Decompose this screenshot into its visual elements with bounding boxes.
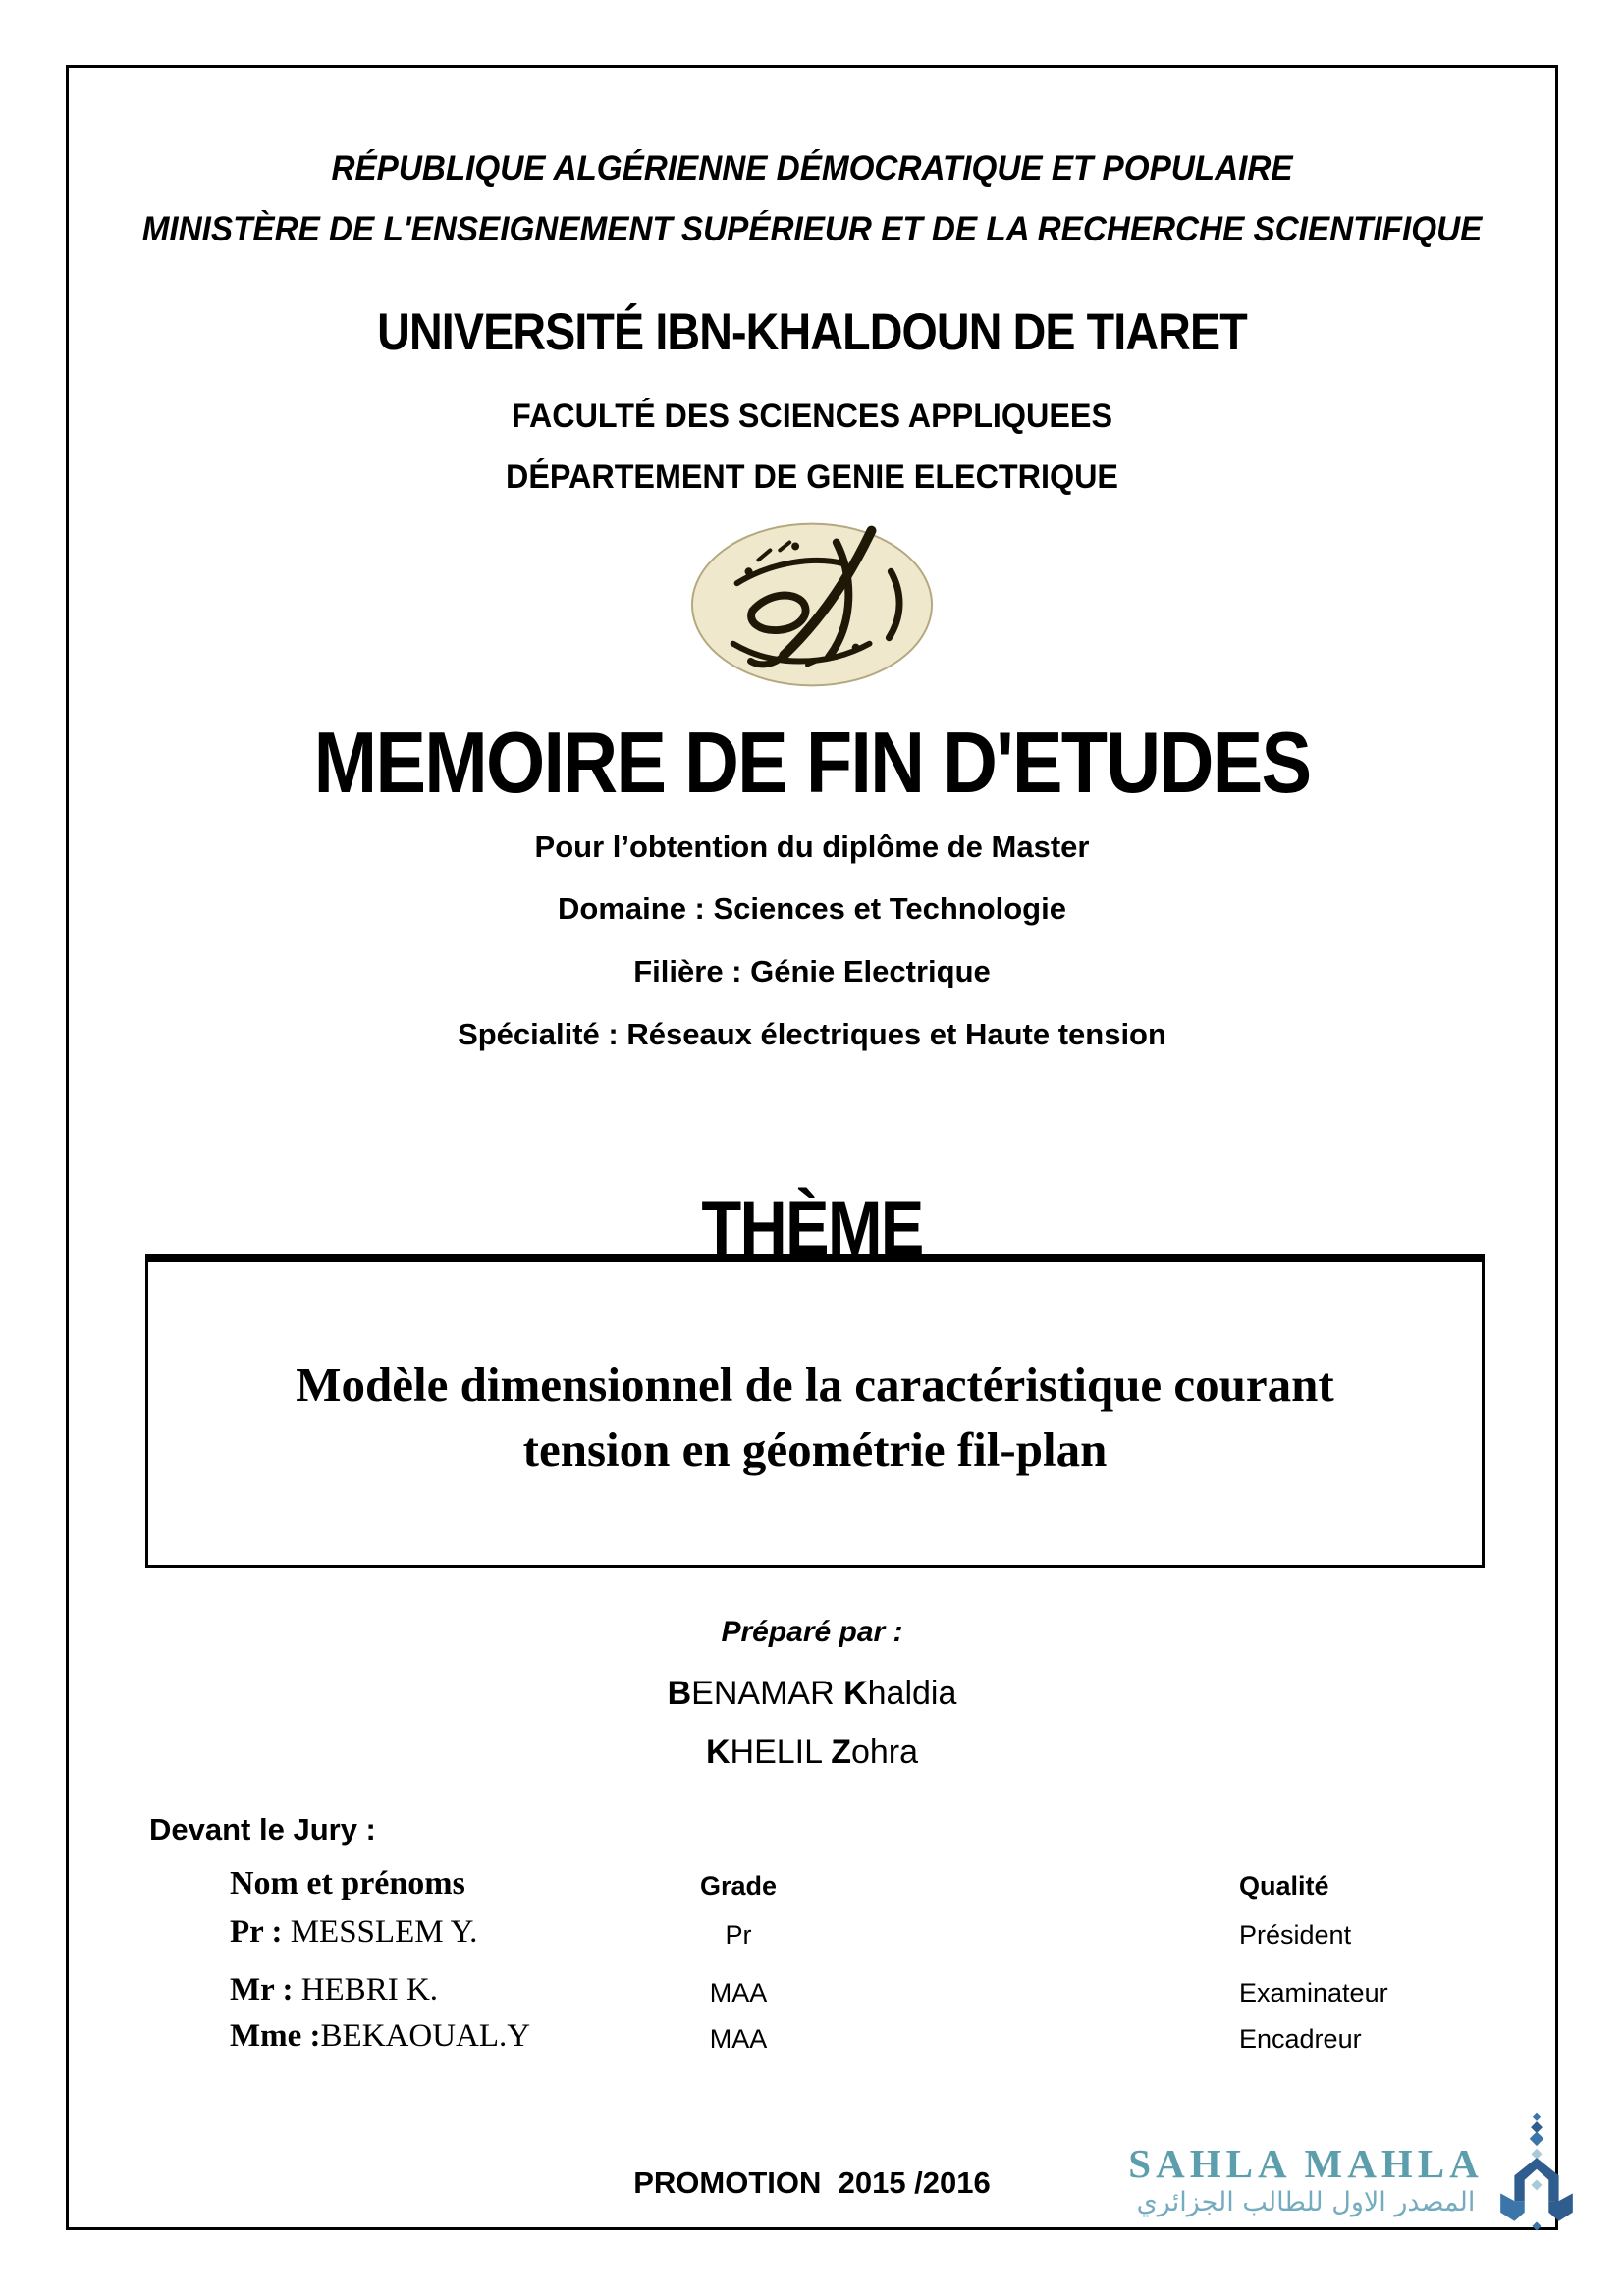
author-2: [0, 1734, 1624, 1772]
diploma-subtitle: Pour l’obtention du diplôme de Master: [534, 829, 1090, 864]
author-1-initial-2: K: [843, 1675, 868, 1712]
jury-row-2-name: [230, 1972, 642, 2008]
main-title: MEMOIRE DE FIN D'ETUDES: [313, 714, 1311, 811]
promotion-year: PROMOTION 2015 /2016: [633, 2165, 991, 2200]
jury-row-1-name: [230, 1914, 642, 1950]
theme-box: [145, 1254, 1485, 1568]
author-1-firstname: haldia: [867, 1675, 957, 1712]
page-border: [66, 65, 1558, 2230]
republic-line: RÉPUBLIQUE ALGÉRIENNE DÉMOCRATIQUE ET POPULAIRE: [331, 149, 1293, 187]
jury-row-1-person: MESSLEM Y.: [282, 1914, 478, 1949]
jury-row-2-quality: Examinateur: [1239, 1978, 1388, 2007]
sahla-mahla-brand-text: SAHLA MAHLA: [1128, 2141, 1484, 2186]
thesis-title-line1: Modèle dimensionnel de la caractéristique courant: [296, 1358, 1334, 1412]
author-1-surname: ENAMAR: [691, 1675, 844, 1712]
university-name: UNIVERSITÉ IBN-KHALDOUN DE TIARET: [377, 303, 1247, 361]
sahla-mahla-emblem: [1495, 2110, 1578, 2239]
jury-row-1-title: Pr :: [230, 1914, 283, 1949]
jury-col-header-names: Nom et prénoms: [230, 1865, 465, 1901]
jury-row-1-quality: Président: [1239, 1920, 1352, 1949]
author-2-initial-1: K: [705, 1734, 731, 1771]
sahla-mahla-tagline-arabic: المصدر الاول للطالب الجزائري: [1136, 2187, 1476, 2217]
specialite-line: Spécialité : Réseaux électriques et Haute tension: [458, 1017, 1166, 1051]
jury-row-1-grade: Pr: [725, 1920, 752, 1949]
jury-row-3-name: [230, 2018, 642, 2055]
author-1: [0, 1675, 1624, 1713]
jury-row-2-person: HEBRI K.: [293, 1972, 439, 2007]
jury-col-header-quality: Qualité: [1239, 1871, 1329, 1900]
thesis-title-line2: tension en géométrie fil-plan: [522, 1422, 1108, 1476]
jury-row-2-grade: MAA: [709, 1978, 768, 2007]
university-seal-icon: [690, 520, 934, 689]
jury-row-2-title: Mr :: [230, 1972, 294, 2007]
sahla-mahla-emblem-icon: [1495, 2110, 1578, 2234]
sahla-mahla-watermark: [1105, 2142, 1507, 2220]
jury-row-3-quality: Encadreur: [1239, 2024, 1362, 2054]
domaine-line: Domaine : Sciences et Technologie: [558, 891, 1066, 926]
jury-row-3-title: Mme :: [230, 2018, 321, 2054]
jury-row-3-grade: MAA: [709, 2024, 768, 2054]
ministry-line: MINISTÈRE DE L'ENSEIGNEMENT SUPÉRIEUR ET DE LA RECHERCHE SCIENTIFIQUE: [141, 210, 1483, 248]
jury-section-label: Devant le Jury :: [149, 1812, 376, 1846]
jury-row-3-person: BEKAOUAL.Y: [320, 2018, 531, 2054]
department-name: DÉPARTEMENT DE GENIE ELECTRIQUE: [506, 458, 1118, 496]
jury-col-header-grade: Grade: [699, 1871, 778, 1900]
author-1-initial-1: B: [667, 1675, 692, 1712]
author-2-initial-2: Z: [831, 1734, 851, 1771]
author-2-firstname: ohra: [850, 1734, 919, 1771]
university-seal: [690, 520, 934, 689]
prepared-by-label: Préparé par :: [721, 1616, 903, 1648]
filiere-line: Filière : Génie Electrique: [633, 954, 991, 988]
author-2-surname: HELIL: [730, 1734, 832, 1771]
theme-heading: THÈME: [701, 1187, 923, 1270]
faculty-name: FACULTÉ DES SCIENCES APPLIQUEES: [511, 398, 1113, 435]
